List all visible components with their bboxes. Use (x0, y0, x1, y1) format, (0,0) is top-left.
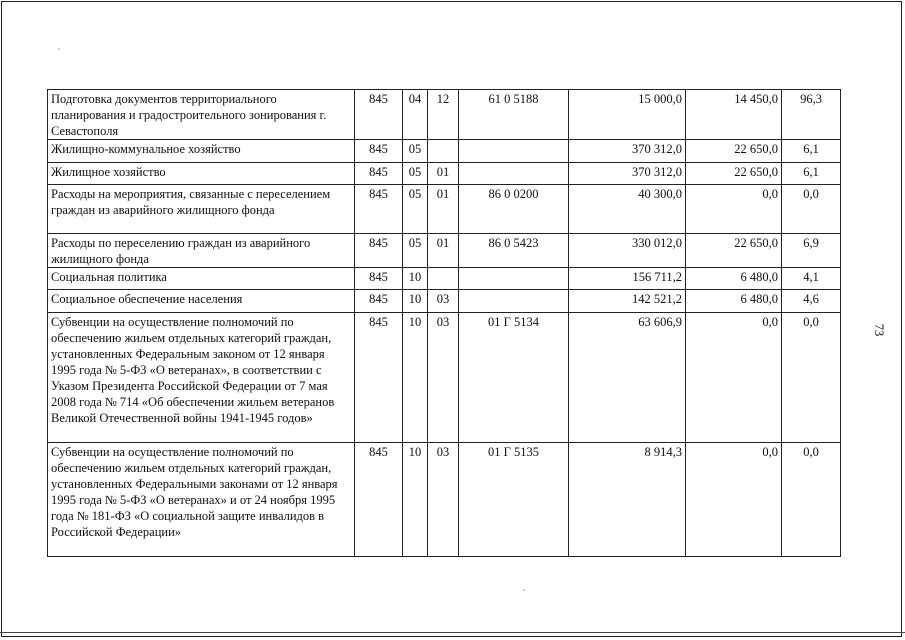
subsection-code: 03 (428, 290, 459, 313)
grbs-code: 845 (355, 313, 403, 443)
subsection-code: 01 (428, 163, 459, 185)
execution-percent: 4,1 (782, 268, 841, 290)
executed-amount: 14 450,0 (686, 90, 782, 140)
expense-name: Расходы по переселению граждан из аварийного жилищного фонда (48, 234, 355, 268)
executed-amount: 22 650,0 (686, 163, 782, 185)
planned-amount: 370 312,0 (569, 140, 686, 163)
grbs-code: 845 (355, 90, 403, 140)
target-article-code (459, 140, 569, 163)
planned-amount: 63 606,9 (569, 313, 686, 443)
grbs-code: 845 (355, 163, 403, 185)
executed-amount: 0,0 (686, 185, 782, 234)
executed-amount: 22 650,0 (686, 234, 782, 268)
executed-amount: 0,0 (686, 313, 782, 443)
executed-amount: 0,0 (686, 443, 782, 557)
execution-percent: 4,6 (782, 290, 841, 313)
planned-amount: 40 300,0 (569, 185, 686, 234)
target-article-code (459, 268, 569, 290)
section-code: 05 (403, 163, 428, 185)
expense-name: Субвенции на осуществление полномочий по обеспечению жильем отдельных категорий граждан, установленных Федеральными законами от 12 января 1995 года № 5-ФЗ «О ветеранах» и от 24 ноября 1995 года № 181-ФЗ «О социальной защите инвалидов в Российской Федерации» (48, 443, 355, 557)
table-body (48, 90, 841, 557)
expense-name: Жилищно-коммунальное хозяйство (48, 140, 355, 163)
execution-percent: 6,1 (782, 163, 841, 185)
grbs-code: 845 (355, 185, 403, 234)
section-code: 10 (403, 443, 428, 557)
planned-amount: 142 521,2 (569, 290, 686, 313)
planned-amount: 330 012,0 (569, 234, 686, 268)
scan-speck (58, 48, 60, 50)
table-row (48, 290, 841, 313)
planned-amount: 8 914,3 (569, 443, 686, 557)
section-code: 10 (403, 313, 428, 443)
target-article-code (459, 290, 569, 313)
subsection-code (428, 140, 459, 163)
planned-amount: 15 000,0 (569, 90, 686, 140)
page-number: 73 (872, 323, 886, 337)
table-row (48, 234, 841, 268)
execution-percent: 0,0 (782, 313, 841, 443)
table-row (48, 185, 841, 234)
planned-amount: 156 711,2 (569, 268, 686, 290)
expense-name: Расходы на мероприятия, связанные с переселением граждан из аварийного жилищного фонда (48, 185, 355, 234)
section-code: 10 (403, 290, 428, 313)
execution-percent: 6,9 (782, 234, 841, 268)
planned-amount: 370 312,0 (569, 163, 686, 185)
section-code: 05 (403, 234, 428, 268)
grbs-code: 845 (355, 234, 403, 268)
table-row (48, 268, 841, 290)
subsection-code: 03 (428, 443, 459, 557)
table-row (48, 140, 841, 163)
target-article-code: 86 0 0200 (459, 185, 569, 234)
table-row (48, 163, 841, 185)
executed-amount: 6 480,0 (686, 268, 782, 290)
grbs-code: 845 (355, 290, 403, 313)
section-code: 05 (403, 185, 428, 234)
expense-name: Субвенции на осуществление полномочий по обеспечению жильем отдельных категорий граждан, установленных Федеральным законом от 12 января 1995 года № 5-ФЗ «О ветеранах», в соответствии с Указом Президента Российской Федерации от 7 мая 2008 года № 714 «Об обеспечении жильем ветеранов Великой Отечественной войны 1941-1945 годов» (48, 313, 355, 443)
execution-percent: 0,0 (782, 443, 841, 557)
target-article-code: 86 0 5423 (459, 234, 569, 268)
subsection-code: 12 (428, 90, 459, 140)
budget-execution-table (47, 89, 841, 557)
target-article-code: 01 Г 5134 (459, 313, 569, 443)
table-row (48, 443, 841, 557)
subsection-code: 03 (428, 313, 459, 443)
subsection-code (428, 268, 459, 290)
table-row (48, 313, 841, 443)
grbs-code: 845 (355, 140, 403, 163)
executed-amount: 22 650,0 (686, 140, 782, 163)
subsection-code: 01 (428, 185, 459, 234)
expense-name: Подготовка документов территориального планирования и градостроительного зонирования г. Севастополя (48, 90, 355, 140)
target-article-code: 61 0 5188 (459, 90, 569, 140)
section-code: 05 (403, 140, 428, 163)
expense-name: Социальное обеспечение населения (48, 290, 355, 313)
target-article-code (459, 163, 569, 185)
section-code: 04 (403, 90, 428, 140)
section-code: 10 (403, 268, 428, 290)
scan-bottom-rule (0, 632, 905, 633)
execution-percent: 6,1 (782, 140, 841, 163)
execution-percent: 0,0 (782, 185, 841, 234)
expense-name: Социальная политика (48, 268, 355, 290)
table-row (48, 90, 841, 140)
scan-speck (523, 589, 525, 591)
executed-amount: 6 480,0 (686, 290, 782, 313)
grbs-code: 845 (355, 268, 403, 290)
grbs-code: 845 (355, 443, 403, 557)
subsection-code: 01 (428, 234, 459, 268)
execution-percent: 96,3 (782, 90, 841, 140)
target-article-code: 01 Г 5135 (459, 443, 569, 557)
expense-name: Жилищное хозяйство (48, 163, 355, 185)
